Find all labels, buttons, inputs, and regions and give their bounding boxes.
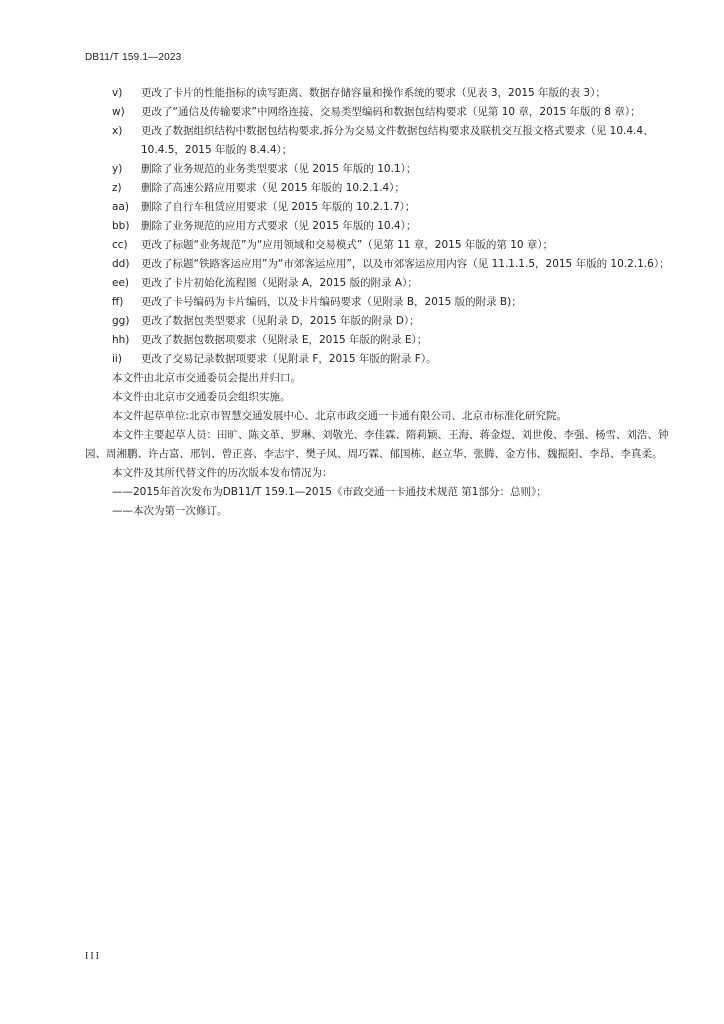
list-item <box>85 312 670 331</box>
change-list <box>85 84 670 369</box>
item-text: 更改了卡号编码为卡片编码，以及卡片编码要求（见附录 B，2015 版的附录 B)； <box>141 296 522 308</box>
item-text: 更改了交易记录数据项要求（见附录 F，2015 年版的附录 F）。 <box>141 353 437 365</box>
item-label: z) <box>112 182 122 194</box>
list-item <box>85 274 670 293</box>
item-label: gg) <box>112 315 130 327</box>
item-label: ii) <box>112 353 122 365</box>
list-item <box>85 255 670 274</box>
item-label: x) <box>112 125 123 137</box>
proposer-paragraph: 本文件由北京市交通委员会提出并归口。 <box>112 372 301 384</box>
item-label: y) <box>112 163 123 175</box>
list-item <box>85 350 670 369</box>
item-label: v) <box>112 87 123 99</box>
item-label: aa) <box>112 201 129 213</box>
item-label: dd) <box>112 258 130 270</box>
item-label: ee) <box>112 277 130 289</box>
drafting-units-paragraph: 本文件起草单位:北京市智慧交通发展中心、北京市政交通一卡通有限公司、北京市标准化研究院。 <box>112 410 568 422</box>
item-text: 删除了业务规范的业务类型要求（见 2015 年版的 10.1）； <box>141 163 417 175</box>
item-text: 删除了自行车租赁应用要求（见 2015 年版的 10.2.1.7）； <box>141 201 416 213</box>
item-text: 更改了标题“铁路客运应用”为“市郊客运应用”，以及市郊客运应用内容（见 11.1.1.5，2015 年版的 10.2.1.6）； <box>141 258 670 270</box>
page-number: III <box>85 951 101 962</box>
item-text: 删除了业务规范的应用方式要求（见 2015 年版的 10.4）； <box>141 220 417 232</box>
item-text: 更改了标题“业务规范”为“应用领域和交易模式”（见第 11 章，2015 年版的第 10 章）； <box>141 239 554 251</box>
list-item <box>85 122 670 160</box>
drafters-paragraph: 本文件主要起草人员：田旷、陈文革、罗琳、刘敬光、李佳霖、隋莉颖、王海、蒋金煜、刘世俊、李强、杨雪、刘浩、钟园、周湘鹏、许占富、邢钊、曾正喜、李志宇、樊子凤、周巧霖、郁国栋、赵立华、张腾、金方伟、魏振阳、李昂、李真柔。 <box>85 429 669 460</box>
list-item <box>85 160 670 179</box>
list-item <box>85 198 670 217</box>
item-label: w) <box>112 106 125 118</box>
item-label: cc) <box>112 239 128 251</box>
item-text: 更改了“通信及传输要求”中网络连接、交易类型编码和数据包结构要求（见第 10 章，2015 年版的 8 章）； <box>141 106 641 118</box>
item-label: bb) <box>112 220 130 232</box>
item-text: 更改了卡片初始化流程图（见附录 A，2015 版的附录 A）； <box>141 277 418 289</box>
history-intro-paragraph: 本文件及其所代替文件的历次版本发布情况为： <box>112 467 333 479</box>
item-label: hh) <box>112 334 130 346</box>
item-text: 删除了高速公路应用要求（见 2015 年版的 10.2.1.4）； <box>141 182 405 194</box>
item-text: 更改了数据包类型要求（见附录 D，2015 年版的附录 D）； <box>141 315 420 327</box>
document-body <box>85 84 670 521</box>
item-text: 更改了卡片的性能指标的读写距离、数据存储容量和操作系统的要求（见表 3，2015 年版的表 3）； <box>141 87 606 99</box>
implementer-paragraph: 本文件由北京市交通委员会组织实施。 <box>112 391 291 403</box>
list-item <box>85 217 670 236</box>
list-item <box>85 331 670 350</box>
list-item <box>85 103 670 122</box>
history-item: ——本次为第一次修订。 <box>112 505 228 517</box>
list-item <box>85 236 670 255</box>
item-text: 更改了数据包数据项要求（见附录 E，2015 年版的附录 E）； <box>141 334 428 346</box>
list-item <box>85 179 670 198</box>
list-item <box>85 293 670 312</box>
document-id-header: DB11/T 159.1—2023 <box>85 52 182 63</box>
list-item <box>85 84 670 103</box>
item-text: 更改了数据组织结构中数据包结构要求,拆分为交易文件数据包结构要求及联机交互报文格式要求（见 10.4.4、10.4.5，2015 年版的 8.4.4）； <box>141 125 654 156</box>
history-item: ——2015年首次发布为DB11/T 159.1—2015《市政交通一卡通技术规范 第1部分：总则》； <box>112 486 547 498</box>
item-label: ff) <box>112 296 124 308</box>
